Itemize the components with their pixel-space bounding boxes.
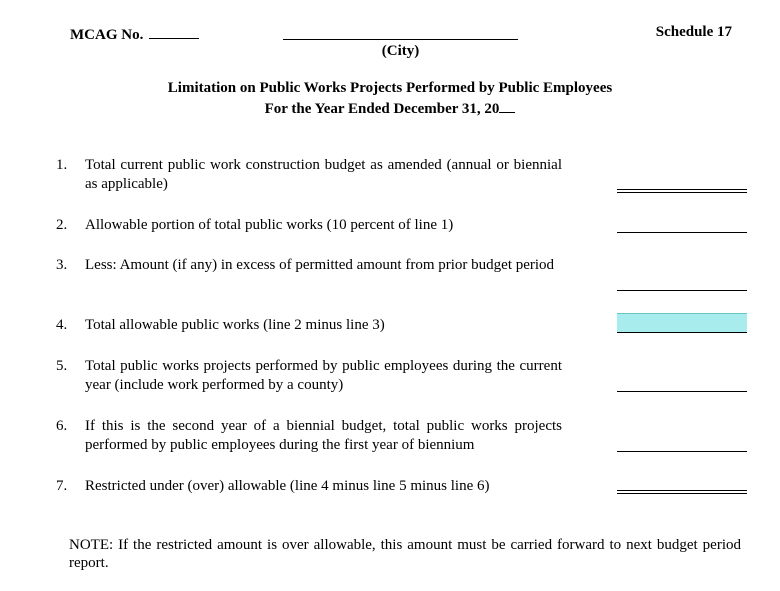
- form-subtitle: [0, 98, 780, 118]
- line-text: Less: Amount (if any) in excess of permitted amount from prior budget period: [85, 257, 555, 273]
- schedule-label: Schedule 17: [655, 24, 732, 40]
- line-number: 2.: [56, 217, 68, 233]
- line-number: 1.: [56, 157, 68, 173]
- mcag-blank[interactable]: [149, 24, 199, 39]
- line-number: 6.: [56, 418, 68, 434]
- line-text: Total public works projects performed by public employees during the current year (include work performed by a county): [85, 358, 562, 393]
- answer-line-2[interactable]: [617, 232, 747, 233]
- line-text: Total current public work construction budget as amended (annual or biennial as applicable): [85, 157, 562, 192]
- city-blank[interactable]: [283, 39, 518, 40]
- line-item-2: [56, 216, 562, 235]
- line-number: 4.: [56, 317, 68, 333]
- line-text: If this is the second year of a biennial budget, total public works projects performed by public employees during the first year of biennium: [85, 418, 562, 453]
- line-item-1: [56, 156, 562, 194]
- mcag-label: MCAG No.: [70, 27, 144, 43]
- line-number: 5.: [56, 358, 68, 374]
- line-number: 3.: [56, 257, 68, 273]
- line-text: Total allowable public works (line 2 minus line 3): [85, 317, 385, 333]
- year-ended-text: For the Year Ended December 31, 20: [264, 101, 500, 117]
- answer-line-6[interactable]: [617, 451, 747, 452]
- answer-line-7[interactable]: [617, 490, 747, 494]
- answer-line-4[interactable]: [617, 313, 747, 333]
- line-text: Allowable portion of total public works (10 percent of line 1): [85, 217, 454, 233]
- line-number: 7.: [56, 478, 68, 494]
- answer-line-1[interactable]: [617, 189, 747, 193]
- line-item-6: [56, 417, 562, 455]
- year-blank[interactable]: [499, 98, 515, 113]
- line-item-3: [56, 256, 562, 275]
- line-item-7: [56, 477, 562, 496]
- line-item-4: [56, 316, 562, 335]
- answer-line-5[interactable]: [617, 391, 747, 392]
- mcag-number-field: [70, 24, 199, 44]
- answer-line-3[interactable]: [617, 290, 747, 291]
- footer-note: NOTE: If the restricted amount is over allowable, this amount must be carried forward to next budget period report.: [69, 537, 741, 571]
- line-item-5: [56, 357, 562, 395]
- city-label: (City): [381, 43, 420, 59]
- form-title: Limitation on Public Works Projects Performed by Public Employees: [167, 80, 613, 96]
- line-text: Restricted under (over) allowable (line 4 minus line 5 minus line 6): [85, 478, 490, 494]
